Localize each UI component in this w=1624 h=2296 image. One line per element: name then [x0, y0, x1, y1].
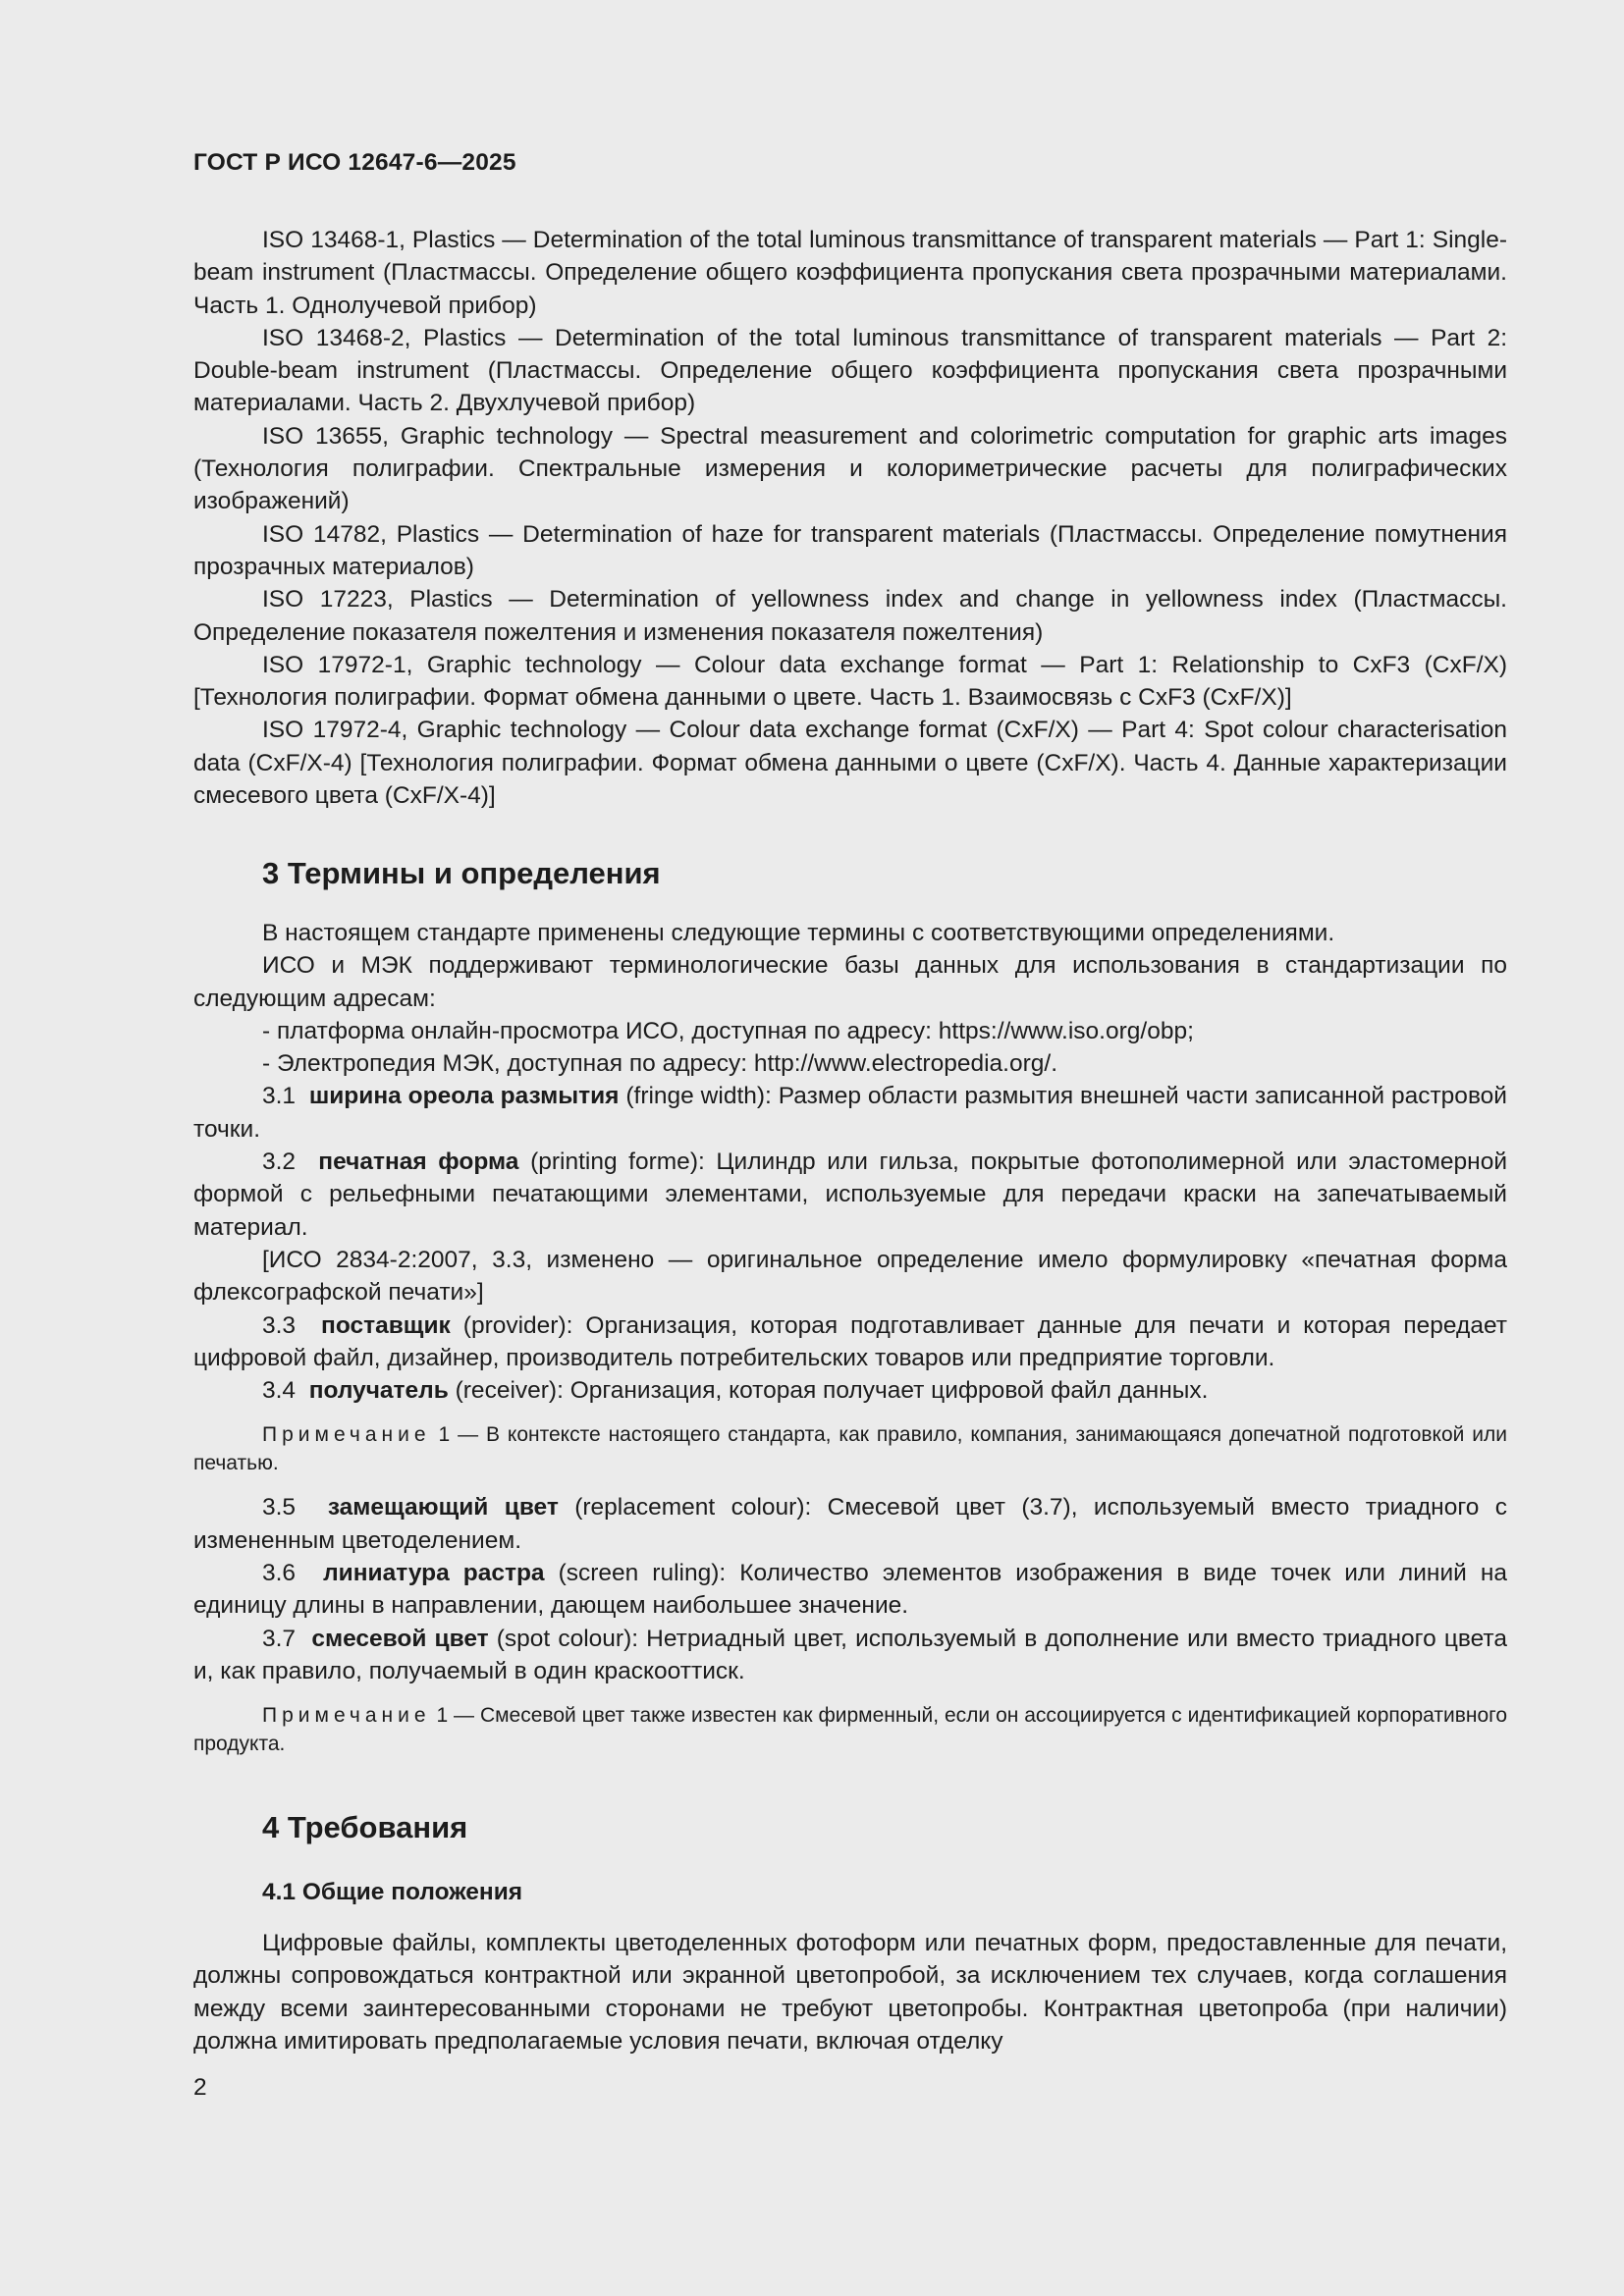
- term-definition: Размер области размытия внешней части записанной растровой точки.: [193, 1083, 1507, 1143]
- reference-item: ISO 14782, Plastics — Determination of haze for transparent materials (Пластмассы. Определение помутнения прозрачных материалов): [193, 520, 1507, 580]
- term-definition: Нетриадный цвет, используемый в дополнение или вместо триадного цвета и, как правило, получаемый в один краскооттиск.: [193, 1625, 1507, 1684]
- term-source: [ИСО 2834-2:2007, 3.3, изменено — оригинальное определение имело формулировку «печатная форма флексографской печати»]: [193, 1246, 1507, 1307]
- term-english: (spot colour):: [488, 1625, 639, 1652]
- term-english: (screen ruling):: [544, 1560, 727, 1587]
- term-3-6: [193, 1557, 1507, 1623]
- note-label: Примечание: [262, 1704, 431, 1728]
- term-definition: Количество элементов изображения в виде точек или линий на единицу длины в направлении, дающем наибольшее значение.: [193, 1560, 1507, 1620]
- term-3-3: [193, 1309, 1507, 1375]
- term-3-2: [193, 1146, 1507, 1244]
- section-4-heading: 4 Требования: [262, 1810, 468, 1844]
- term-name: смесевой цвет: [311, 1625, 489, 1652]
- section-4-body: [193, 1927, 1507, 2057]
- term-number: 3.2: [262, 1148, 297, 1176]
- note-1: [193, 1420, 1507, 1477]
- term-number: 3.5: [262, 1494, 297, 1522]
- list-item-iso: - платформа онлайн-просмотра ИСО, доступная по адресу: https://www.iso.org/obp;: [262, 1017, 1194, 1044]
- note-label: Примечание: [262, 1423, 431, 1447]
- term-3-5: [193, 1491, 1507, 1557]
- section-3-heading: 3 Термины и определения: [262, 856, 661, 890]
- reference-item: ISO 17972-1, Graphic technology — Colour data exchange format — Part 1: Relationship to CxF3 (CxF/X) [Технология полиграфии. Формат обмена данными о цвете. Часть 1. Взаимосвязь с CxF3 (CxF/X)]: [193, 651, 1507, 712]
- term-definition: Организация, которая получает цифровой файл данных.: [563, 1377, 1209, 1405]
- term-3-1: [193, 1080, 1507, 1146]
- intro-paragraph: В настоящем стандарте применены следующие термины с соответствующими определениями.: [262, 920, 1335, 946]
- terms-section: [193, 917, 1507, 1772]
- list-item-iec: - Электропедия МЭК, доступная по адресу: http://www.electropedia.org/.: [262, 1050, 1057, 1078]
- document-header: ГОСТ Р ИСО 12647-6—2025: [193, 149, 516, 176]
- term-definition: Цилиндр или гильза, покрытые фотополимерной или эластомерной формой с рельефными печатающими элементами, используемые для передачи краски на запечатываемый материал.: [193, 1148, 1508, 1241]
- term-3-7: [193, 1623, 1507, 1688]
- term-english: (receiver):: [448, 1377, 564, 1405]
- term-name: поставщик: [321, 1311, 451, 1339]
- term-number: 3.4: [262, 1377, 297, 1405]
- section-4-paragraph: Цифровые файлы, комплекты цветоделенных фотоформ или печатных форм, предоставленные для печати, должны сопровождаться контрактной или экранной цветопробой, за исключением тех случаев, когда соглашения между всеми заинтересованными сторонами не требуют цветопробы. Контрактная цветопроба (при наличии) должна имитировать предполагаемые условия печати, включая отделку: [193, 1930, 1507, 2055]
- term-number: 3.6: [262, 1560, 297, 1587]
- subsection-4-1-heading: 4.1 Общие положения: [262, 1879, 523, 1905]
- term-english: (printing forme):: [518, 1148, 705, 1176]
- term-number: 3.7: [262, 1625, 297, 1652]
- reference-item: ISO 17223, Plastics — Determination of yellowness index and change in yellowness index (Пластмассы. Определение показателя пожелтения и изменения показателя пожелтения): [193, 586, 1507, 646]
- note-2: [193, 1701, 1507, 1758]
- term-number: 3.3: [262, 1311, 297, 1339]
- note-text: 1 — В контексте настоящего стандарта, как правило, компания, занимающаяся допечатной подготовкой или печатью.: [193, 1423, 1507, 1475]
- reference-item: ISO 17972-4, Graphic technology — Colour data exchange format (CxF/X) — Part 4: Spot colour characterisation data (CxF/X-4) [Технология полиграфии. Формат обмена данными о цвете (CxF/X). Часть 4. Данные характеризации смесевого цвета (CxF/X-4)]: [193, 717, 1507, 810]
- note-text: 1 — Смесевой цвет также известен как фирменный, если он ассоциируется с идентификацией корпоративного продукта.: [193, 1704, 1507, 1756]
- term-name: замещающий цвет: [327, 1494, 559, 1522]
- term-english: (provider):: [450, 1311, 573, 1339]
- term-english: (fringe width):: [619, 1083, 772, 1110]
- term-name: печатная форма: [318, 1148, 519, 1176]
- term-3-4: [193, 1374, 1507, 1407]
- term-name: получатель: [308, 1377, 449, 1405]
- page-number: 2: [193, 2074, 207, 2101]
- intro-paragraph: ИСО и МЭК поддерживают терминологические базы данных для использования в стандартизации по следующим адресам:: [193, 952, 1507, 1012]
- term-number: 3.1: [262, 1083, 297, 1110]
- reference-item: ISO 13468-1, Plastics — Determination of the total luminous transmittance of transparent materials — Part 1: Single-beam instrument (Пластмассы. Определение общего коэффициента пропускания света прозрачными материалами. Часть 1. Однолучевой прибор): [193, 227, 1507, 319]
- term-definition: Смесевой цвет (3.7), используемый вместо триадного с измененным цветоделением.: [193, 1494, 1507, 1554]
- normative-references: [193, 224, 1507, 812]
- term-english: (replacement colour):: [558, 1494, 812, 1522]
- reference-item: ISO 13468-2, Plastics — Determination of the total luminous transmittance of transparent materials — Part 2: Double-beam instrument (Пластмассы. Определение общего коэффициента пропускания света прозрачными материалами. Часть 2. Двухлучевой прибор): [193, 324, 1507, 417]
- reference-item: ISO 13655, Graphic technology — Spectral measurement and colorimetric computation for graphic arts images (Технология полиграфии. Спектральные измерения и колориметрические расчеты для полиграфических изображений): [193, 422, 1507, 515]
- term-name: ширина ореола размытия: [308, 1083, 620, 1110]
- term-definition: Организация, которая подготавливает данные для печати и которая передает цифровой файл, дизайнер, производитель потребительских товаров или предприятие торговли.: [193, 1311, 1507, 1371]
- term-name: линиатура растра: [323, 1560, 545, 1587]
